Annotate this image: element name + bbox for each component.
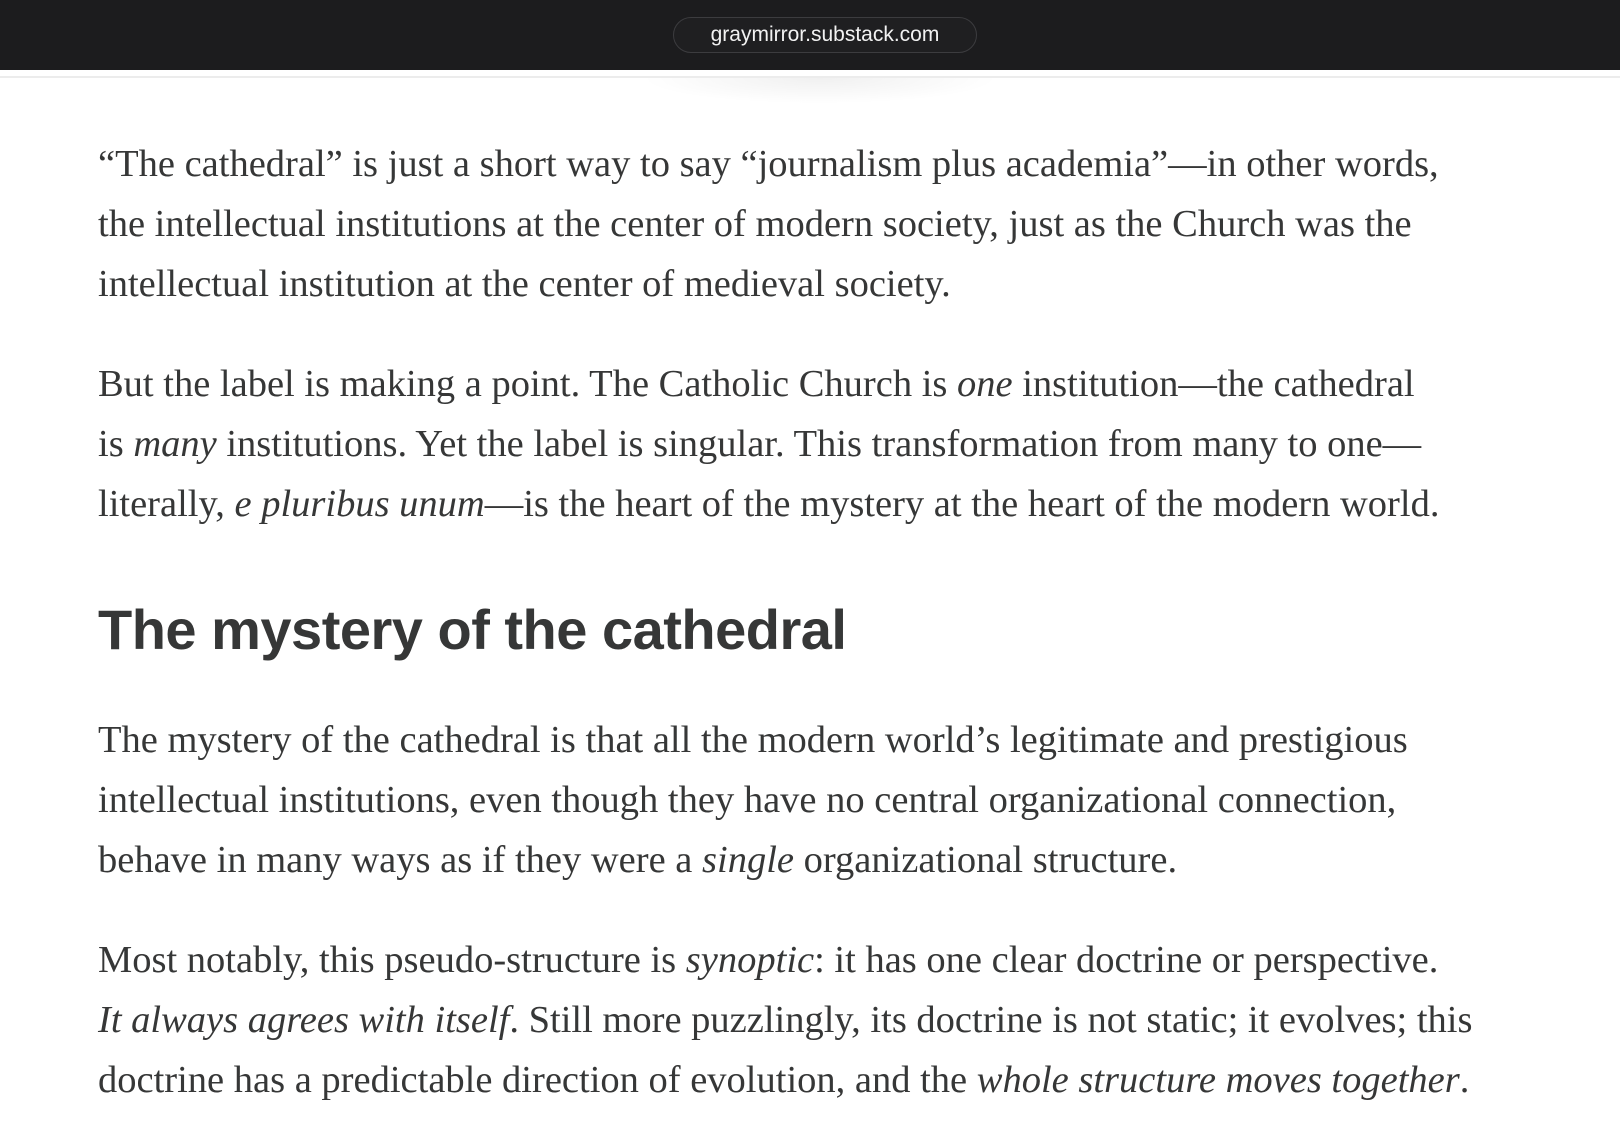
browser-top-bar — [0, 0, 1620, 70]
text-run: literally, — [98, 483, 235, 525]
emphasis: e pluribus unum — [234, 483, 485, 525]
address-bar[interactable]: graymirror.substack.com — [673, 17, 977, 53]
emphasis: whole structure moves together — [976, 1059, 1460, 1101]
text-line: the intellectual institutions at the center of modern society, just as the Church was the — [98, 203, 1412, 245]
paragraph-label-point — [98, 354, 1568, 534]
text-run: behave in many ways as if they were a — [98, 839, 703, 881]
text-run: But the label is making a point. The Catholic Church is — [98, 363, 957, 405]
text-run: . Still more puzzlingly, its doctrine is not static; it evolves; this — [509, 999, 1473, 1041]
emphasis: single — [702, 839, 794, 881]
text-line — [98, 830, 1568, 890]
text-run: —is the heart of the mystery at the heart of the modern world. — [484, 483, 1440, 525]
text-run: institutions. Yet the label is singular. This transformation from many to one— — [216, 423, 1422, 465]
emphasis: one — [957, 363, 1013, 405]
text-line: intellectual institutions, even though they have no central organizational connection, — [98, 779, 1397, 821]
emphasis: synoptic — [685, 939, 815, 981]
text-run: : it has one clear doctrine or perspective. — [814, 939, 1439, 981]
text-line — [98, 1050, 1568, 1110]
paragraph-cathedral-definition — [98, 134, 1568, 314]
article-body — [98, 134, 1568, 1110]
paragraph-synoptic — [98, 930, 1568, 1110]
paragraph-mystery — [98, 710, 1568, 890]
text-line — [98, 930, 1568, 990]
text-run: institution—the cathedral — [1012, 363, 1415, 405]
section-heading: The mystery of the cathedral — [98, 598, 847, 661]
text-run: is — [98, 423, 134, 465]
text-line — [98, 414, 1568, 474]
text-line: The mystery of the cathedral is that all the modern world’s legitimate and prestigious — [98, 719, 1408, 761]
text-line: intellectual institution at the center of medieval society. — [98, 263, 951, 305]
emphasis: It always agrees with itself — [98, 999, 510, 1041]
text-line — [98, 990, 1568, 1050]
text-run: doctrine has a predictable direction of evolution, and the — [98, 1059, 977, 1101]
text-line: “The cathedral” is just a short way to say “journalism plus academia”—in other words, — [98, 143, 1439, 185]
text-line — [98, 474, 1568, 534]
text-line — [98, 354, 1568, 414]
text-run: . — [1459, 1059, 1470, 1101]
toolbar-shadow — [640, 78, 1000, 104]
text-run: Most notably, this pseudo-structure is — [98, 939, 686, 981]
text-run: organizational structure. — [793, 839, 1178, 881]
emphasis: many — [133, 423, 217, 465]
